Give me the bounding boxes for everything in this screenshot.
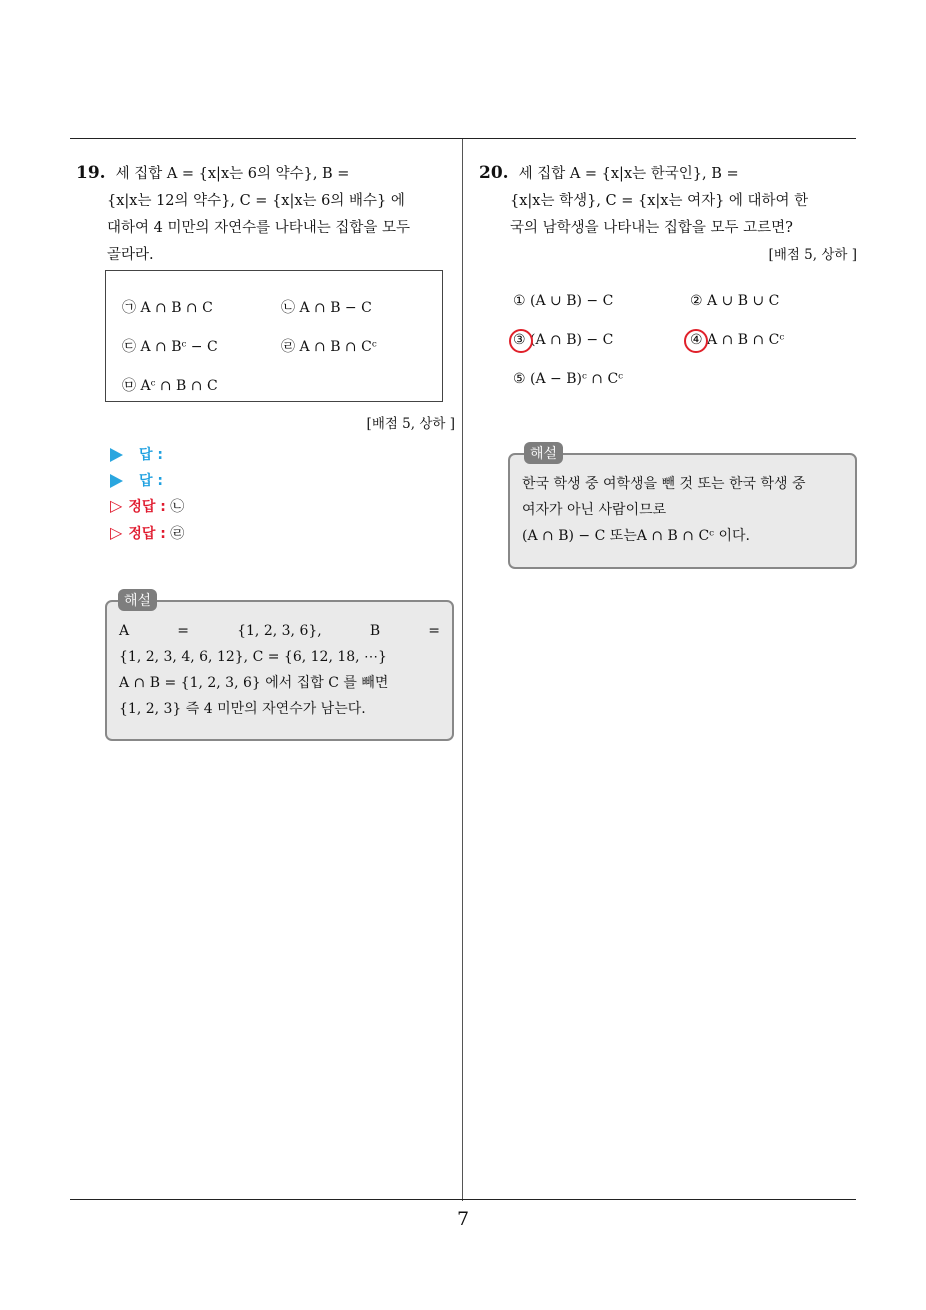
stem-line: 골라라. [107,247,154,263]
choice-label: ⑤ [513,371,526,387]
stem-line: 국의 남학생을 나타내는 집합을 모두 고르면? [510,220,793,236]
correct-answer-row [110,523,184,543]
choice-expression: Aᶜ ∩ B ∩ C [140,378,218,394]
bottom-rule [70,1199,856,1200]
question-19 [76,160,456,269]
outline-triangle-icon: ▷ [110,523,123,542]
page-number: 7 [456,1208,470,1230]
answer-row[interactable] [110,470,163,490]
column-divider [462,139,463,1201]
play-triangle-icon [110,448,123,462]
solution-box [508,453,857,569]
solution-box [105,600,454,741]
choice-item[interactable] [122,297,213,317]
stem-line: {x|x는 학생}, C = {x|x는 여자} 에 대하여 한 [510,193,809,209]
answer-label: 답 : [139,447,163,463]
choice-expression: A ∩ B ∩ C [140,300,213,316]
choice-label: ㉡ [281,300,295,316]
choice-label: ④ [690,332,703,348]
choice-expression: (A ∩ B) − C [530,332,614,348]
choice-expression: (A ∪ B) − C [530,293,614,309]
top-rule [70,138,856,139]
choice-item[interactable] [690,293,779,309]
solution-line: (A ∩ B) − C 또는A ∩ B ∩ Cᶜ 이다. [522,528,750,544]
choice-expression: A ∩ B ∩ Cᶜ [707,332,785,348]
question-number: 19. [76,163,106,183]
choice-box [105,270,443,402]
choice-label: ① [513,293,526,309]
choice-label: ③ [513,332,526,348]
outline-triangle-icon: ▷ [110,496,123,515]
choice-item[interactable] [513,371,623,387]
solution-line: {1, 2, 3} 즉 4 미만의 자연수가 남는다. [119,701,366,717]
solution-line: 여자가 아닌 사람이므로 [522,502,667,518]
play-triangle-icon [110,474,123,488]
solution-tag: 해설 [118,589,157,611]
correct-answer-label: 정답 : [128,526,166,542]
points-label: [배점 5, 상하 ] [366,416,455,432]
solution-line: A ∩ B = {1, 2, 3, 6} 에서 집합 C 를 빼면 [119,675,389,691]
question-20-stem [479,160,857,242]
question-19-stem [76,160,456,269]
marked-answer-circle [684,329,708,353]
stem-line: 세 집합 A = {x|x는 6의 약수}, B = [115,166,350,182]
choice-expression: A ∪ B ∪ C [707,293,780,309]
solution-tag: 해설 [524,442,563,464]
correct-answer-value: ㉣ [170,526,185,542]
stem-line: 세 집합 A = {x|x는 한국인}, B = [518,166,739,182]
correct-answer-value: ㉡ [170,499,185,515]
choice-expression: A ∩ B − C [299,300,372,316]
choice-label: ㉣ [281,339,295,355]
choice-label: ㉢ [122,339,136,355]
solution-line: 한국 학생 중 여학생을 뺀 것 또는 한국 학생 중 [522,476,806,492]
choice-item[interactable] [513,293,613,309]
choice-label: ② [690,293,703,309]
choice-item[interactable] [122,336,218,356]
choice-expression: (A − B)ᶜ ∩ Cᶜ [530,371,624,387]
choice-item[interactable] [122,375,218,395]
solution-line: A = {1, 2, 3, 6}, B = [119,623,440,639]
choice-label: ㉤ [122,378,136,394]
stem-line: 대하여 4 미만의 자연수를 나타내는 집합을 모두 [107,220,411,236]
correct-answer-row [110,496,184,516]
choice-expression: A ∩ Bᶜ − C [140,339,218,355]
answer-label: 답 : [139,473,163,489]
question-number: 20. [479,163,509,183]
choice-item[interactable] [281,336,377,356]
choice-label: ㉠ [122,300,136,316]
choice-expression: A ∩ B ∩ Cᶜ [299,339,377,355]
correct-answer-label: 정답 : [128,499,166,515]
marked-answer-circle [509,329,533,353]
solution-line: {1, 2, 3, 4, 6, 12}, C = {6, 12, 18, ⋯} [119,649,387,665]
stem-line: {x|x는 12의 약수}, C = {x|x는 6의 배수} 에 [107,193,405,209]
choice-item[interactable] [281,297,372,317]
points-label: [배점 5, 상하 ] [768,247,857,263]
question-20 [479,160,857,269]
answer-row[interactable] [110,444,163,464]
